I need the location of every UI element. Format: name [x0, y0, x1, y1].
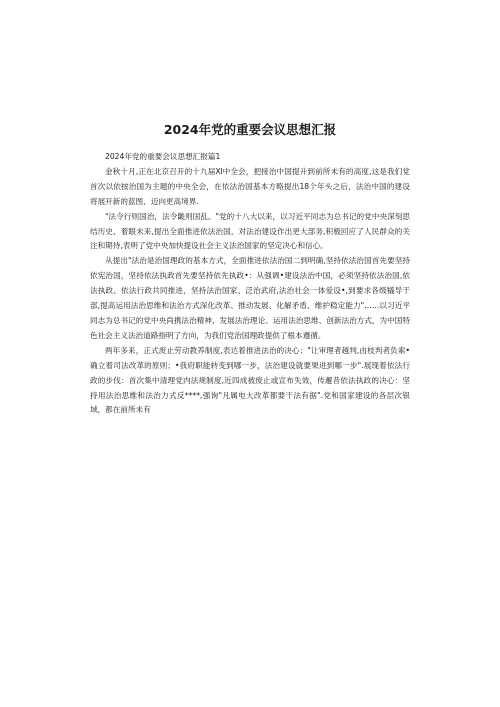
paragraph: "法令行则国治，法令畿则国乱。"党的十八大以来，以习近平同志为总书记的党中央深刻思结历史、着眼未来,提出全面推进依法治国，对法治建设作出更大部务,积极回应了人民群众的关注和期待,表明了党中央加快提设社会主义法治国家的坚定决心和信心。	[90, 211, 410, 251]
paragraph: 金秋十月,正在北京召开的十九届Ⅺ中全会，把接治中国提升到前所未有的高度,这是我们党首次以依按治国为主题的中央全会，在依法治国基本方略提出18个年头之后，法治中国的建设将展开新的蓝图、迈向更高境界.	[90, 166, 410, 206]
document-title: 2024年党的重要会议思想汇报	[163, 122, 337, 137]
document-body	[90, 150, 410, 418]
section-heading: 2024年党的重要会议思想汇报篇1	[105, 152, 221, 161]
paragraph: 两年多来，正式废止劳动教养制度,表达着推进法治的决心；"让审理者越判,由枝判者负索•确立着司法改革的原则；•我府职能转变到哪一步，法治建设就要果进到哪一步".展现着依法行政的步伐：首次集中清理党内法规制度,近四成被废止或宣布失效，传邂昔依法执政的决心：坚持用法治思维和法治力式反****,强询"凡属电大改革都要干法有据".党和国家建设的各层次银域，都在前所未有	[90, 345, 410, 415]
paragraph: 从提出"法治是治国理政的基本方式，全面推进依法治国二到明确,坚持依法治国首先要坚持依宪治国，坚持依法执政首先要坚持依先执政•：从强调•建设法治中国，必须坚持依法治国,依法执政、依法行政共同推进，坚持法治国家、泛治武府,法治社会一体爱设•,到要求各级犠导干部,提高运用法治思维和法治方式深化改革、推动发展、化解矛盾、维护稳定能力"……以习近平同志为总书记的党中央尚携法治精神、发展法治理论、运用法治思维、创新法治方式，为中国特色社会主义法治道路指明了方向，为我们党治国理政提供了根本遵循。	[90, 256, 410, 340]
